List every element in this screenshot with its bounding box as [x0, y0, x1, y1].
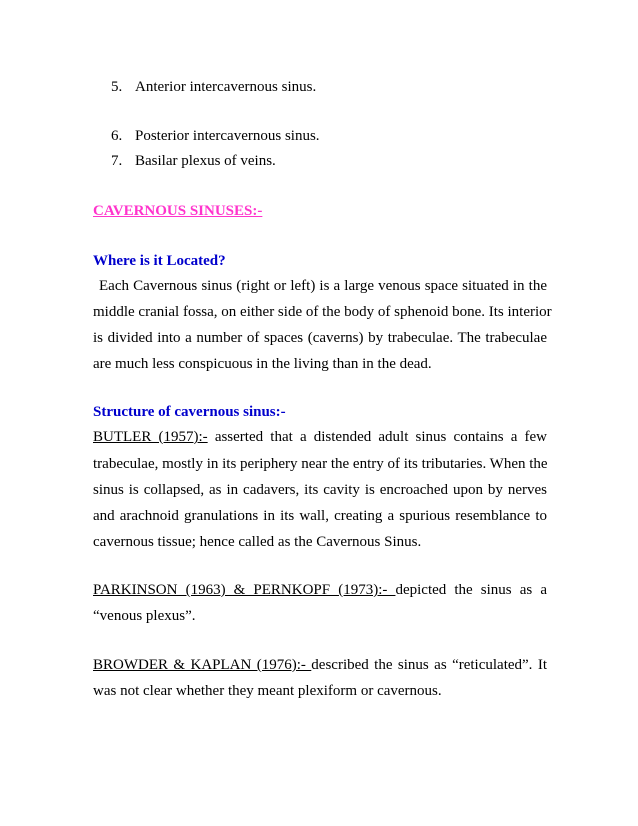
- location-line-1: Each Cavernous sinus (right or left) is a large venous space situated in the: [99, 278, 547, 294]
- butler-line-2: trabeculae, mostly in its periphery near the entry of its tributaries. When the: [93, 456, 548, 472]
- parkinson-line-1: PARKINSON (1963) & PERNKOPF (1973):- depicted the sinus as a: [93, 582, 547, 598]
- butler-line-1: BUTLER (1957):- asserted that a distended adult sinus contains a few: [93, 429, 548, 445]
- location-heading: Where is it Located?: [93, 253, 226, 269]
- section-title: CAVERNOUS SINUSES:-: [93, 203, 263, 219]
- butler-line-5: cavernous tissue; hence called as the Cavernous Sinus.: [93, 534, 422, 550]
- structure-heading: Structure of cavernous sinus:-: [93, 404, 286, 420]
- list-item-5: 5. Anterior intercavernous sinus.: [111, 79, 317, 95]
- location-line-4: are much less conspicuous in the living than in the dead.: [93, 356, 432, 372]
- butler-line-3: sinus is collapsed, as in cadavers, its cavity is encroached upon by nerves: [93, 482, 547, 498]
- location-line-3: is divided into a number of spaces (caverns) by trabeculae. The trabeculae: [93, 330, 547, 346]
- browder-line-1: BROWDER & KAPLAN (1976):- described the sinus as “reticulated”. It: [93, 657, 547, 673]
- butler-line-4: and arachnoid granulations in its wall, creating a spurious resemblance to: [93, 508, 547, 524]
- parkinson-citation: PARKINSON (1963) & PERNKOPF (1973):-: [93, 582, 396, 598]
- browder-citation: BROWDER & KAPLAN (1976):-: [93, 657, 312, 673]
- butler-citation: BUTLER (1957):-: [93, 429, 208, 445]
- parkinson-line-2: “venous plexus”.: [93, 608, 196, 624]
- list-item-6: 6. Posterior intercavernous sinus.: [111, 128, 320, 144]
- location-line-2: middle cranial fossa, on either side of the body of sphenoid bone. Its interior: [93, 304, 552, 320]
- list-item-7: 7. Basilar plexus of veins.: [111, 153, 276, 169]
- browder-line-2: was not clear whether they meant plexiform or cavernous.: [93, 683, 442, 699]
